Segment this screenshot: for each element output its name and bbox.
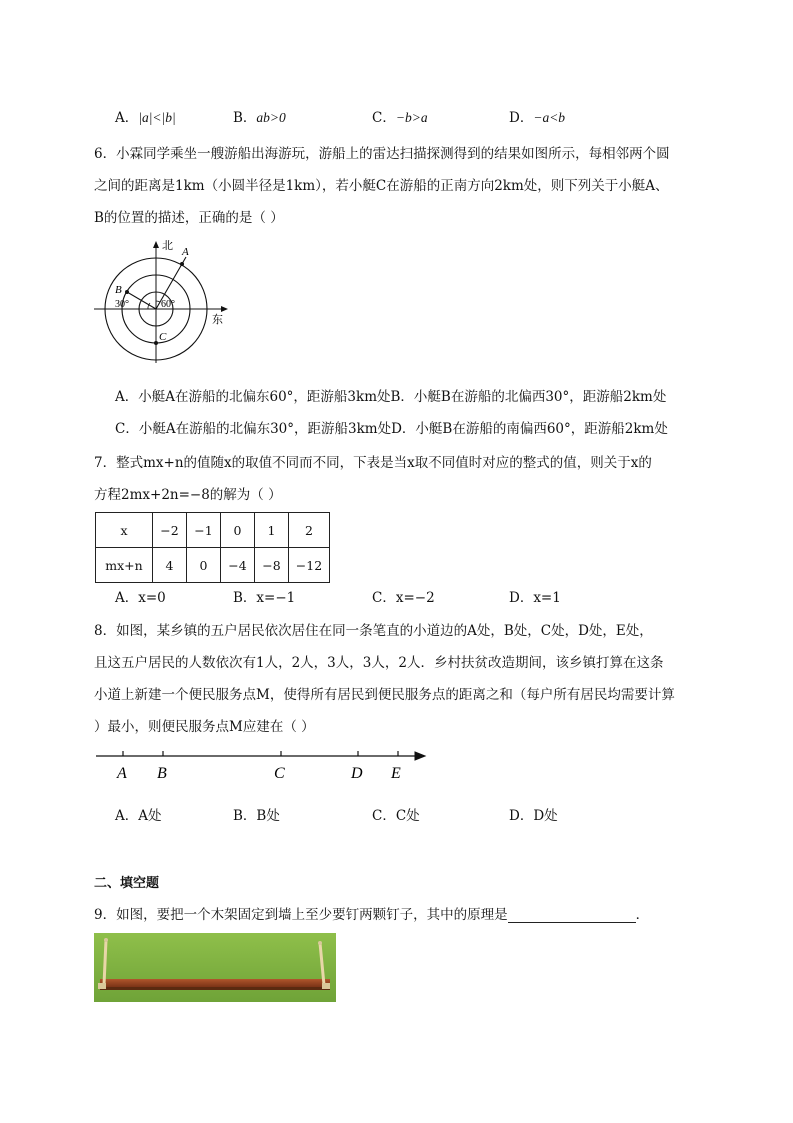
q8-option-d: D．D处 xyxy=(509,808,558,824)
q7-option-a: A．x=0 xyxy=(115,590,166,606)
table-row xyxy=(96,548,330,583)
q8-option-c: C．C处 xyxy=(372,808,420,824)
table-cell: −1 xyxy=(187,513,221,548)
q6-stem-line1: 6．小霖同学乘坐一艘游船出海游玩，游船上的雷达扫描探测得到的结果如图所示，每相邻两个圆 xyxy=(94,146,670,162)
number-line-diagram xyxy=(94,745,434,787)
table-cell: −12 xyxy=(289,548,330,583)
nail-icon xyxy=(318,941,322,945)
q7-stem-line1: 7．整式mx+n的值随x的取值不同而不同，下表是当x取不同值时对应的整式的值，则关于x的 xyxy=(94,455,652,471)
point-label-e: E xyxy=(391,765,401,782)
point-b xyxy=(125,290,129,294)
ray-b xyxy=(127,292,156,309)
q5-option-a: A．|a|<|b| xyxy=(115,110,176,126)
q7-option-d: D．x=1 xyxy=(509,590,561,606)
left-support xyxy=(104,940,106,985)
wooden-shelf-image xyxy=(94,933,336,1002)
angle-60-label: 60° xyxy=(161,299,175,310)
table-cell: 0 xyxy=(187,548,221,583)
q5-option-b: B．ab>0 xyxy=(233,110,286,126)
q8-stem-line1: 8．如图，某乡镇的五户居民依次居住在同一条笔直的小道边的A处，B处，C处，D处，E处， xyxy=(94,623,653,639)
q5-option-d: D．−a<b xyxy=(509,110,566,126)
label-c: C xyxy=(159,331,167,343)
q6-stem-line3: B的位置的描述，正确的是（ ） xyxy=(94,210,284,226)
q8-option-b: B．B处 xyxy=(233,808,280,824)
q5-option-c: C．−b>a xyxy=(372,110,428,126)
nail-icon xyxy=(104,938,108,942)
q7-option-c: C．x=−2 xyxy=(372,590,435,606)
table-cell: −4 xyxy=(221,548,255,583)
label-a: A xyxy=(182,246,189,258)
point-label-d: D xyxy=(351,765,363,782)
table-cell: −8 xyxy=(255,548,289,583)
table-cell: 0 xyxy=(221,513,255,548)
shelf-board xyxy=(100,979,330,987)
point-a xyxy=(180,262,184,266)
radar-diagram xyxy=(92,237,232,367)
table-cell: mx+n xyxy=(96,548,153,583)
q8-stem-line3: 小道上新建一个便民服务点M，使得所有居民到便民服务点的距离之和（每户所有居民均需要计算 xyxy=(94,687,675,703)
angle-30-label: 30° xyxy=(115,299,129,310)
q8-option-a: A．A处 xyxy=(115,808,162,824)
q6-options-cd: C．小艇A在游船的北偏东30°，距游船3km处D．小艇B在游船的南偏西60°，距游船2km处 xyxy=(115,421,668,437)
point-label-a: A xyxy=(117,765,127,782)
q8-stem-line4: ）最小，则便民服务点M应建在（ ） xyxy=(94,719,315,735)
answer-blank[interactable] xyxy=(508,908,636,923)
table-cell: 1 xyxy=(255,513,289,548)
q7-value-table xyxy=(95,512,330,583)
point-c xyxy=(154,341,158,345)
point-label-c: C xyxy=(274,765,285,782)
q6-stem-line2: 之间的距离是1km（小圆半径是1km），若小艇C在游船的正南方向2km处，则下列关于小艇A、 xyxy=(94,178,669,194)
q7-stem-line2: 方程2mx+2n=−8的解为（ ） xyxy=(94,487,282,503)
point-label-b: B xyxy=(157,765,167,782)
table-cell: −2 xyxy=(153,513,187,548)
q9-stem: 9．如图，要把一个木架固定到墙上至少要钉两颗钉子，其中的原理是 ． xyxy=(94,907,650,923)
table-row xyxy=(96,513,330,548)
table-cell: x xyxy=(96,513,153,548)
label-b: B xyxy=(115,284,122,296)
q8-stem-line2: 且这五户居民的人数依次有1人，2人，3人，3人，2人．乡村扶贫改造期间，该乡镇打算在这条 xyxy=(94,655,664,671)
section-title: 二、填空题 xyxy=(94,875,160,890)
q6-options-ab: A．小艇A在游船的北偏东60°，距游船3km处B．小艇B在游船的北偏西30°，距游船2km处 xyxy=(115,389,667,405)
table-cell: 4 xyxy=(153,548,187,583)
q7-option-b: B．x=−1 xyxy=(233,590,296,606)
table-cell: 2 xyxy=(289,513,330,548)
east-label: 东 xyxy=(212,313,223,326)
north-label: 北 xyxy=(162,239,173,252)
